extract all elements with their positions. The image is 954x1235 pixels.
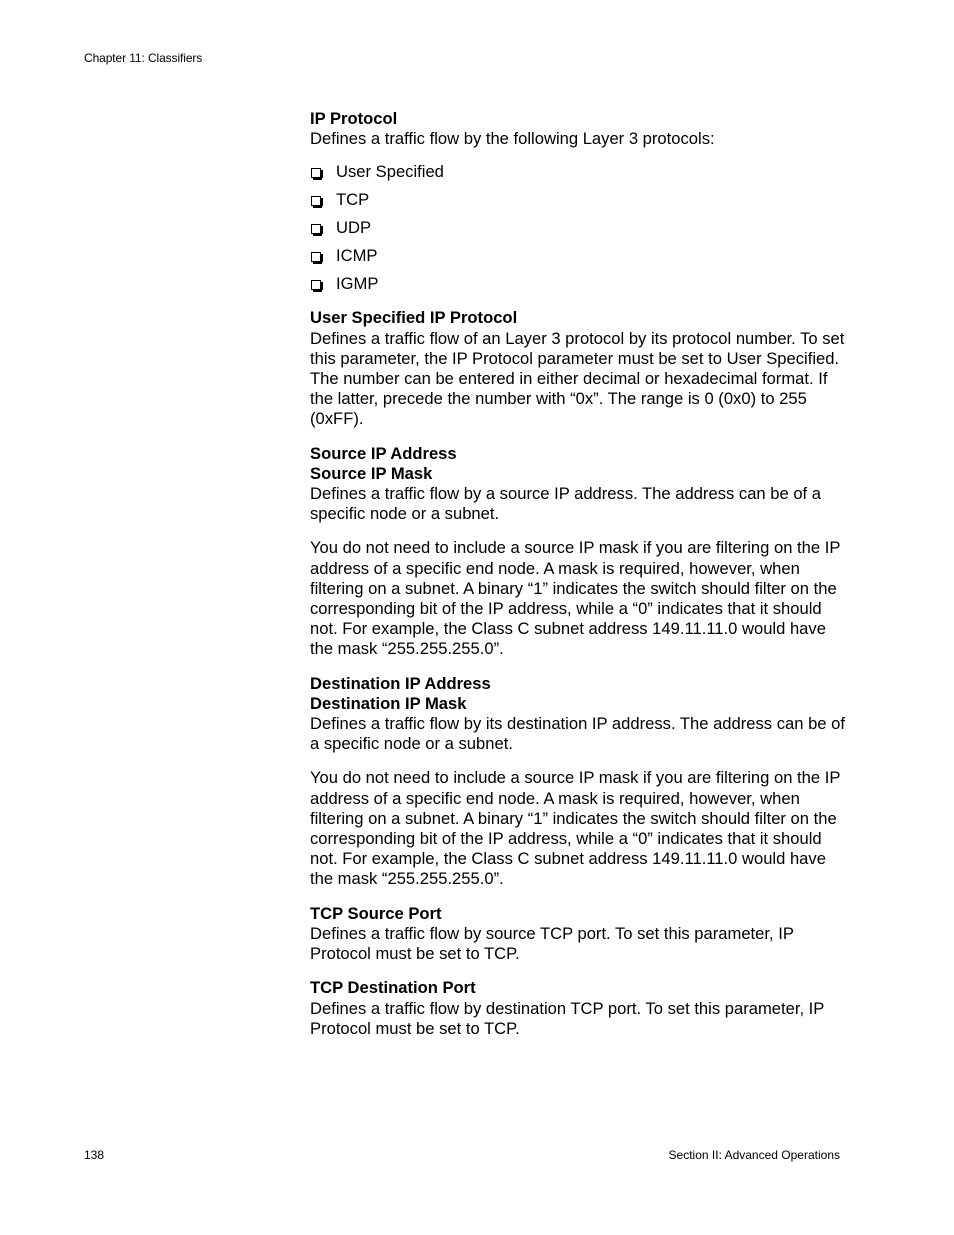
- page-number: 138: [84, 1148, 105, 1162]
- section-heading: IP Protocol: [310, 109, 398, 128]
- page-body: [310, 109, 845, 1053]
- section-paragraph: You do not need to include a source IP mask if you are filtering on the IP address of a specific end node. A mask is required, however, when filtering on a subnet. A binary “1” indicates the switch should filter on the corresponding bit of the IP address, while a “0” indicates that it should not. For example, the Class C subnet address 149.11.11.0 would have the mask “255.255.255.0”.: [310, 768, 841, 889]
- checkbox-bullet-icon: [311, 280, 321, 290]
- checkbox-bullet-icon: [311, 224, 321, 234]
- section-paragraph: Defines a traffic flow of an Layer 3 protocol by its protocol number. To set this parameter, the IP Protocol parameter must be set to User Specified. The number can be entered in either decimal or hexadecimal format. If the latter, precede the number with “0x”. The range is 0 (0x0) to 255 (0xFF).: [310, 328, 845, 429]
- section-subheading: Destination IP Mask: [310, 693, 467, 713]
- section-tcp-destination-port: [310, 978, 845, 1039]
- section-destination-ip: [310, 674, 845, 890]
- list-item-label: TCP: [336, 190, 370, 210]
- section-heading: Source IP Address: [310, 443, 457, 463]
- section-heading: TCP Source Port: [310, 903, 442, 923]
- section-intro: Defines a traffic flow by the following Layer 3 protocols:: [310, 129, 715, 149]
- section-heading: TCP Destination Port: [310, 978, 476, 998]
- checkbox-bullet-icon: [311, 252, 321, 262]
- list-item-label: UDP: [336, 218, 372, 238]
- list-item: [310, 218, 845, 246]
- section-paragraph: Defines a traffic flow by destination TCP port. To set this parameter, IP Protocol must be set to TCP.: [310, 998, 825, 1038]
- section-paragraph: Defines a traffic flow by a source IP address. The address can be of a specific node or a subnet.: [310, 484, 822, 524]
- list-item-label: ICMP: [336, 246, 378, 266]
- section-paragraph: Defines a traffic flow by its destination IP address. The address can be of a specific node or a subnet.: [310, 714, 845, 754]
- section-subheading: Source IP Mask: [310, 463, 433, 483]
- section-source-ip: [310, 444, 845, 660]
- checkbox-bullet-icon: [311, 168, 321, 178]
- checkbox-bullet-icon: [311, 196, 321, 206]
- list-item: [310, 162, 845, 190]
- section-tcp-source-port: [310, 904, 845, 965]
- section-paragraph: Defines a traffic flow by source TCP port. To set this parameter, IP Protocol must be set to TCP.: [310, 923, 794, 964]
- section-ip-protocol: [310, 109, 845, 302]
- running-footer: Section II: Advanced Operations: [668, 1148, 840, 1162]
- running-header: Chapter 11: Classifiers: [84, 51, 203, 65]
- list-item: [310, 246, 845, 274]
- section-heading: User Specified IP Protocol: [310, 308, 518, 328]
- list-item-label: User Specified: [336, 162, 444, 182]
- section-paragraph: You do not need to include a source IP mask if you are filtering on the IP address of a specific end node. A mask is required, however, when filtering on a subnet. A binary “1” indicates the switch should filter on the corresponding bit of the IP address, while a “0” indicates that it should not. For example, the Class C subnet address 149.11.11.0 would have the mask “255.255.255.0”.: [310, 538, 841, 659]
- section-user-specified-ip-protocol: [310, 308, 845, 429]
- list-item: [310, 190, 845, 218]
- list-item-label: IGMP: [336, 274, 379, 294]
- section-heading: Destination IP Address: [310, 673, 491, 693]
- protocol-list: [310, 162, 845, 302]
- list-item: [310, 274, 845, 302]
